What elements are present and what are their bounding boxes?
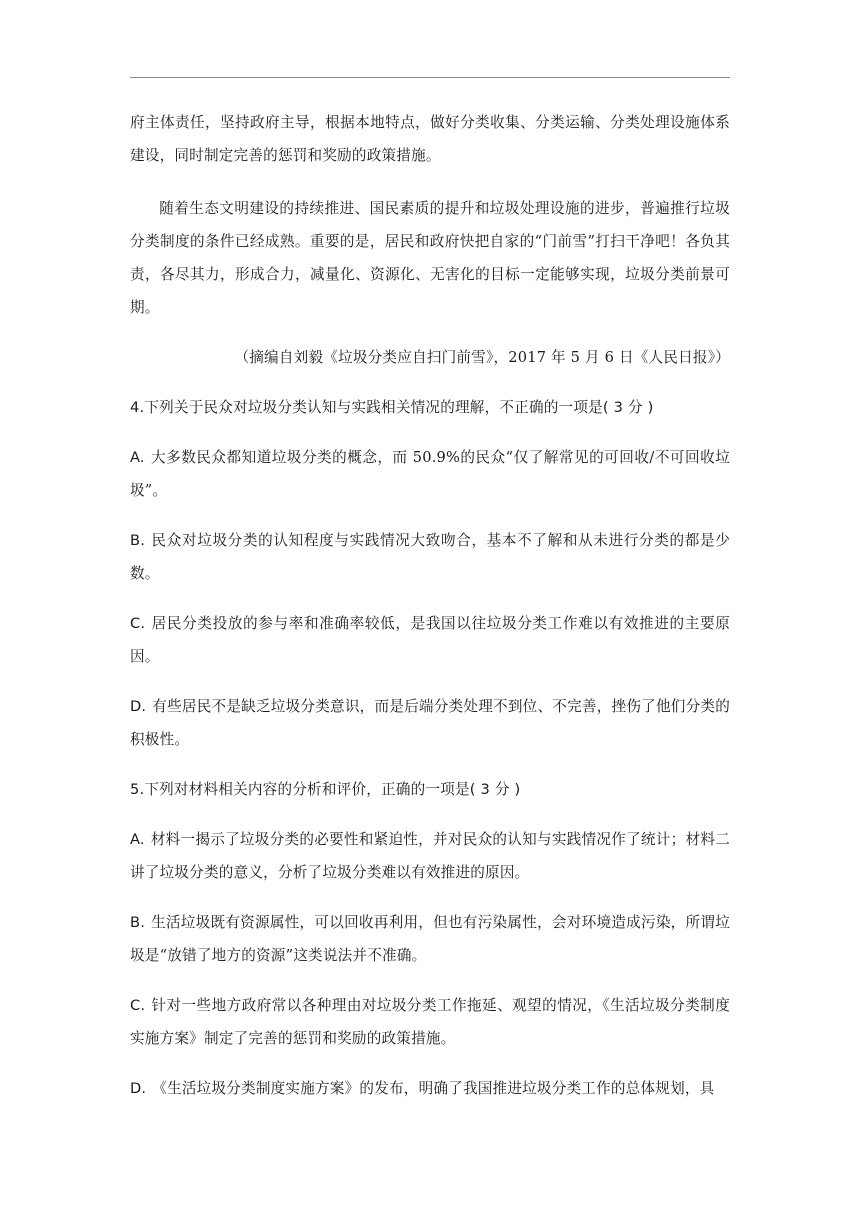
option-text: 民众对垃圾分类的认知程度与实践情况大致吻合，基本不了解和从未进行分类的都是少数。: [130, 532, 730, 582]
option-letter: D.: [130, 1080, 147, 1097]
question-4-option-d: [130, 690, 730, 756]
question-5-option-b: [130, 906, 730, 972]
question-4-option-c: [130, 607, 730, 673]
option-letter: C.: [130, 615, 146, 632]
option-text: 《生活垃圾分类制度实施方案》的发布，明确了我国推进垃圾分类工作的总体规划，具: [152, 1080, 715, 1097]
option-letter: A.: [130, 831, 145, 848]
passage-paragraph-1: 府主体责任，坚持政府主导，根据本地特点，做好分类收集、分类运输、分类处理设施体系建设，同时制定完善的惩罚和奖励的政策措施。: [130, 114, 730, 164]
passage-paragraph-2: 随着生态文明建设的持续推进、国民素质的提升和垃圾处理设施的进步，普遍推行垃圾分类制度的条件已经成熟。重要的是，居民和政府快把自家的“门前雪”打扫干净吧！各负其责，各尽其力，形成合力，减量化、资源化、无害化的目标一定能够实现，垃圾分类前景可期。: [130, 200, 730, 316]
option-letter: C.: [130, 997, 146, 1014]
question-4-option-b: [130, 524, 730, 590]
question-5-option-a: [130, 823, 730, 889]
option-letter: B.: [130, 914, 146, 931]
option-text: 大多数民众都知道垃圾分类的概念，而 50.9%的民众“仅了解常见的可回收/不可回收垃圾”。: [130, 449, 730, 499]
question-5-stem: 5.下列对材料相关内容的分析和评价，正确的一项是( 3 分 ): [130, 781, 521, 798]
question-5-option-d: [130, 1072, 730, 1105]
question-4-stem: 4.下列关于民众对垃圾分类认知与实践相关情况的理解，不正确的一项是( 3 分 ): [130, 399, 654, 416]
header-rule: [130, 77, 730, 78]
option-text: 材料一揭示了垃圾分类的必要性和紧迫性，并对民众的认知与实践情况作了统计；材料二讲了垃圾分类的意义，分析了垃圾分类难以有效推进的原因。: [130, 831, 730, 881]
passage-citation: （摘编自刘毅《垃圾分类应自扫门前雪》，2017 年 5 月 6 日《人民日报》）: [234, 349, 730, 366]
question-5-option-c: [130, 989, 730, 1055]
option-text: 居民分类投放的参与率和准确率较低，是我国以往垃圾分类工作难以有效推进的主要原因。: [130, 615, 730, 665]
option-text: 针对一些地方政府常以各种理由对垃圾分类工作拖延、观望的情况，《生活垃圾分类制度实施方案》制定了完善的惩罚和奖励的政策措施。: [130, 997, 730, 1047]
option-letter: A.: [130, 449, 145, 466]
document-body: [130, 106, 730, 1122]
option-letter: B.: [130, 532, 146, 549]
option-text: 生活垃圾既有资源属性，可以回收再利用，但也有污染属性，会对环境造成污染，所谓垃圾是“放错了地方的资源”这类说法并不准确。: [130, 914, 730, 964]
option-letter: D.: [130, 698, 147, 715]
question-4-option-a: [130, 441, 730, 507]
option-text: 有些居民不是缺乏垃圾分类意识，而是后端分类处理不到位、不完善，挫伤了他们分类的积极性。: [130, 698, 730, 748]
